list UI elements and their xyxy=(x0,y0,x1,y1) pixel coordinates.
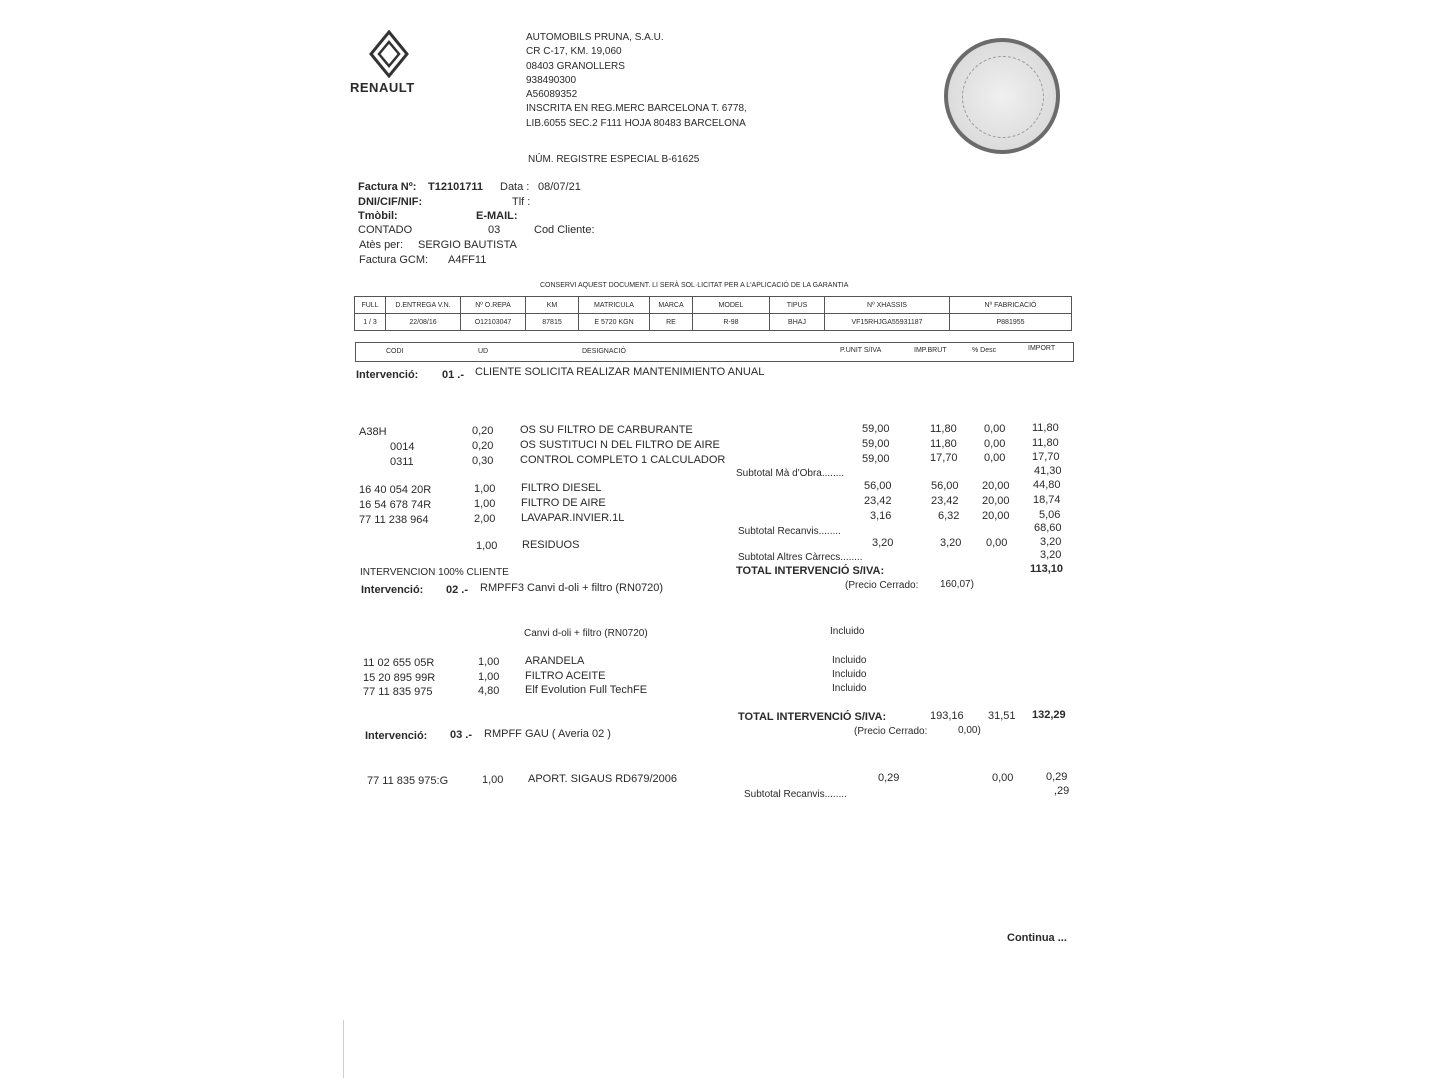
line-amount: 0,29 xyxy=(1046,771,1068,783)
company-line: AUTOMOBILS PRUNA, S.A.U. xyxy=(526,32,664,43)
line-status: Incluido xyxy=(832,683,867,694)
line-unit: 3,20 xyxy=(872,537,894,549)
line-desc: FILTRO ACEITE xyxy=(525,670,606,682)
line-code: 77 11 835 975:G xyxy=(367,775,449,787)
line-gross: 23,42 xyxy=(931,495,959,507)
intervention-2-label: Intervenció: xyxy=(361,584,424,596)
line-unit: 23,42 xyxy=(864,495,892,507)
table-cell: P881955 xyxy=(950,314,1072,331)
company-line: LIB.6055 SEC.2 F111 HOJA 80483 BARCELONA xyxy=(526,117,746,129)
table-cell: 87815 xyxy=(526,314,579,331)
intervention-3-number: 03 .- xyxy=(450,729,473,741)
line-unit: 0,29 xyxy=(878,772,900,784)
col-header-import: IMPORT xyxy=(1028,345,1056,352)
intervention-3-closed-price: 0,00) xyxy=(958,725,981,736)
contado-label: CONTADO xyxy=(358,224,413,236)
line-disc: 0,00 xyxy=(992,772,1014,784)
gcm-label: Factura GCM: xyxy=(359,254,429,266)
cod-cliente-label: Cod Cliente: xyxy=(534,224,595,236)
tmobil-label: Tmòbil: xyxy=(358,210,398,222)
intervention-2-closed-price: 160,07) xyxy=(940,579,974,590)
continua-label: Continua ... xyxy=(1007,932,1067,944)
line-qty: 1,00 xyxy=(474,498,496,510)
company-line: CR C-17, KM. 19,060 xyxy=(526,46,622,58)
line-desc: APORT. SIGAUS RD679/2006 xyxy=(528,773,677,785)
table-header-cell: TIPUS xyxy=(770,297,825,314)
col-header-impbrut: IMP.BRUT xyxy=(914,347,947,354)
line-amount: 17,70 xyxy=(1032,451,1060,463)
email-label: E-MAIL: xyxy=(476,210,518,222)
line-gross: 17,70 xyxy=(930,452,958,464)
col-header-designacio: DESIGNACIÓ xyxy=(582,348,626,355)
line-code: 15 20 895 99R xyxy=(363,672,436,684)
vehicle-table xyxy=(354,296,1072,331)
subtotal-parts-label: Subtotal Recanvis........ xyxy=(744,789,847,800)
line-desc: CONTROL COMPLETO 1 CALCULADOR xyxy=(520,454,726,466)
col-header-ud: UD xyxy=(478,348,489,355)
table-cell: O12103047 xyxy=(461,314,526,331)
gcm-value: A4FF11 xyxy=(448,254,487,266)
line-disc: 0,00 xyxy=(984,452,1006,464)
dni-label: DNI/CIF/NIF: xyxy=(358,196,423,208)
line-unit: 59,00 xyxy=(862,438,890,450)
subtotal-labour-label: Subtotal Mà d'Obra........ xyxy=(736,468,845,479)
brand-name: RENAULT xyxy=(350,80,415,95)
subtotal-parts-value: 68,60 xyxy=(1034,522,1062,534)
line-status: Incluido xyxy=(832,655,867,666)
line-status: Incluido xyxy=(832,669,867,680)
intervention-1-total-label: TOTAL INTERVENCIÓ S/IVA: xyxy=(736,565,885,577)
table-cell: RE xyxy=(650,314,693,331)
line-qty: 1,00 xyxy=(478,656,500,668)
line-unit: 59,00 xyxy=(862,423,890,435)
line-amount: 3,20 xyxy=(1040,536,1062,548)
table-header-cell: FULL xyxy=(355,297,386,314)
line-qty: 1,00 xyxy=(474,483,496,495)
line-desc: Elf Evolution Full TechFE xyxy=(525,684,648,696)
line-disc: 0,00 xyxy=(984,423,1006,435)
warranty-notice: CONSERVI AQUEST DOCUMENT. LI SERÀ SOL·LICITAT PER A L'APLICACIÓ DE LA GARANTIA xyxy=(540,282,849,289)
line-desc: FILTRO DIESEL xyxy=(521,482,602,494)
client-note: INTERVENCION 100% CLIENTE xyxy=(360,567,509,578)
line-code: 77 11 835 975 xyxy=(363,686,433,698)
line-code: 77 11 238 964 xyxy=(359,514,429,526)
company-address xyxy=(526,31,747,131)
table-cell: VF15RHJGA55931187 xyxy=(825,314,950,331)
line-items-header xyxy=(355,342,1074,362)
line-qty: 0,20 xyxy=(472,425,494,437)
intervention-2-number: 02 .- xyxy=(446,584,469,596)
company-line: 938490300 xyxy=(526,74,577,86)
line-qty: 4,80 xyxy=(478,685,500,697)
line-amount: 5,06 xyxy=(1039,509,1061,521)
subtotal-parts-value: ,29 xyxy=(1054,785,1070,797)
line-code: 0014 xyxy=(390,441,415,453)
line-disc: 20,00 xyxy=(982,495,1010,507)
line-desc: LAVAPAR.INVIER.1L xyxy=(521,512,625,524)
invoice-date: 08/07/21 xyxy=(538,181,581,193)
line-amount: 11,80 xyxy=(1032,437,1059,449)
intervention-2-closed-label: (Precio Cerrado: xyxy=(845,580,919,591)
company-line: A56089352 xyxy=(526,89,578,101)
line-code: A38H xyxy=(359,426,387,438)
vehicle-table-row xyxy=(355,314,1072,331)
line-amount: 44,80 xyxy=(1033,479,1061,491)
line-disc: 20,00 xyxy=(982,480,1010,492)
line-code: 16 54 678 74R xyxy=(359,499,432,511)
line-unit: 56,00 xyxy=(864,480,892,492)
line-qty: 0,30 xyxy=(472,455,494,467)
subtotal-other-value: 3,20 xyxy=(1040,549,1062,561)
intervention-3-label: Intervenció: xyxy=(365,730,428,742)
line-code: 16 40 054 20R xyxy=(359,484,432,496)
table-header-cell: MODEL xyxy=(693,297,770,314)
table-header-cell: Nº XHASSIS xyxy=(825,297,950,314)
line-qty: 1,00 xyxy=(476,540,498,552)
table-cell: 22/08/16 xyxy=(386,314,461,331)
line-gross: 56,00 xyxy=(931,480,959,492)
contado-value: 03 xyxy=(488,224,501,236)
page-edge xyxy=(343,1020,344,1078)
table-header-cell: MARCA xyxy=(650,297,693,314)
line-amount: 18,74 xyxy=(1033,494,1061,506)
line-disc: 0,00 xyxy=(984,438,1006,450)
line-desc: FILTRO DE AIRE xyxy=(521,497,606,509)
line-qty: 0,20 xyxy=(472,440,494,452)
intervention-2-total: 132,29 xyxy=(1032,709,1066,721)
subtotal-parts-label: Subtotal Recanvis........ xyxy=(738,526,841,537)
intervention-1-total: 113,10 xyxy=(1030,563,1064,575)
ates-value: SERGIO BAUTISTA xyxy=(418,239,517,251)
line-unit: 59,00 xyxy=(862,453,890,465)
col-header-desc: % Desc xyxy=(972,347,997,354)
data-label: Data : xyxy=(500,181,530,193)
intervention-2-total-gross: 193,16 xyxy=(930,710,964,722)
line-qty: 2,00 xyxy=(474,513,496,525)
stamp-seal xyxy=(944,38,1060,154)
line-disc: 0,00 xyxy=(986,537,1008,549)
table-header-cell: Nº FABRICACIÓ xyxy=(950,297,1072,314)
ates-label: Atès per: xyxy=(359,239,404,251)
line-code: 0311 xyxy=(390,456,414,468)
table-header-cell: MATRICULA xyxy=(579,297,650,314)
line-amount: 11,80 xyxy=(1032,422,1059,434)
line-desc: OS SUSTITUCI N DEL FILTRO DE AIRE xyxy=(520,439,720,451)
line-gross: 3,20 xyxy=(940,537,962,549)
line-qty: 1,00 xyxy=(482,774,504,786)
intervention-1-desc: CLIENTE SOLICITA REALIZAR MANTENIMIENTO ANUAL xyxy=(475,366,765,378)
line-desc: OS SU FILTRO DE CARBURANTE xyxy=(520,424,693,436)
intervention-2-total-disc: 31,51 xyxy=(988,710,1016,722)
intervention-2-desc: RMPFF3 Canvi d-oli + filtro (RN0720) xyxy=(480,582,664,594)
intervention-2-total-label: TOTAL INTERVENCIÓ S/IVA: xyxy=(738,711,887,723)
intervention-1-number: 01 .- xyxy=(442,369,465,381)
factura-number: T12101711 xyxy=(428,181,484,193)
company-line: 08403 GRANOLLERS xyxy=(526,60,625,72)
intervention-3-desc: RMPFF GAU ( Averia 02 ) xyxy=(484,728,611,740)
line-gross: 6,32 xyxy=(938,510,960,522)
col-header-codi: CODI xyxy=(386,348,404,355)
table-header-cell: KM xyxy=(526,297,579,314)
table-cell: 1 / 3 xyxy=(355,314,386,331)
line-desc: RESIDUOS xyxy=(522,539,580,551)
subtotal-other-label: Subtotal Altres Càrrecs........ xyxy=(738,552,863,563)
factura-label: Factura Nº: xyxy=(358,181,417,193)
vehicle-table-header xyxy=(355,297,1072,314)
renault-logo-icon xyxy=(368,30,410,78)
subtotal-labour-value: 41,30 xyxy=(1034,465,1062,477)
intervention-3-closed-label: (Precio Cerrado: xyxy=(854,726,928,737)
company-line: INSCRITA EN REG.MERC BARCELONA T. 6778, xyxy=(526,103,747,115)
table-cell: BHAJ xyxy=(770,314,825,331)
table-header-cell: D.ENTREGA V.N. xyxy=(386,297,461,314)
table-cell: R-98 xyxy=(693,314,770,331)
line-code: 11 02 655 05R xyxy=(363,657,435,669)
intervention-2-sub-status: Incluido xyxy=(830,626,865,637)
tlf-label: Tlf : xyxy=(512,196,531,208)
line-qty: 1,00 xyxy=(478,671,500,683)
table-cell: E 5720 KGN xyxy=(579,314,650,331)
line-desc: ARANDELA xyxy=(525,655,585,667)
table-header-cell: Nº O.REPA xyxy=(461,297,526,314)
line-unit: 3,16 xyxy=(870,510,892,522)
intervention-2-sub-desc: Canvi d-oli + filtro (RN0720) xyxy=(524,628,648,639)
intervention-1-label: Intervenció: xyxy=(356,369,419,381)
line-gross: 11,80 xyxy=(930,423,957,435)
line-disc: 20,00 xyxy=(982,510,1010,522)
line-gross: 11,80 xyxy=(930,438,957,450)
col-header-punit: P.UNIT S/IVA xyxy=(840,347,882,354)
registre-especial: NÚM. REGISTRE ESPECIAL B-61625 xyxy=(528,154,700,165)
